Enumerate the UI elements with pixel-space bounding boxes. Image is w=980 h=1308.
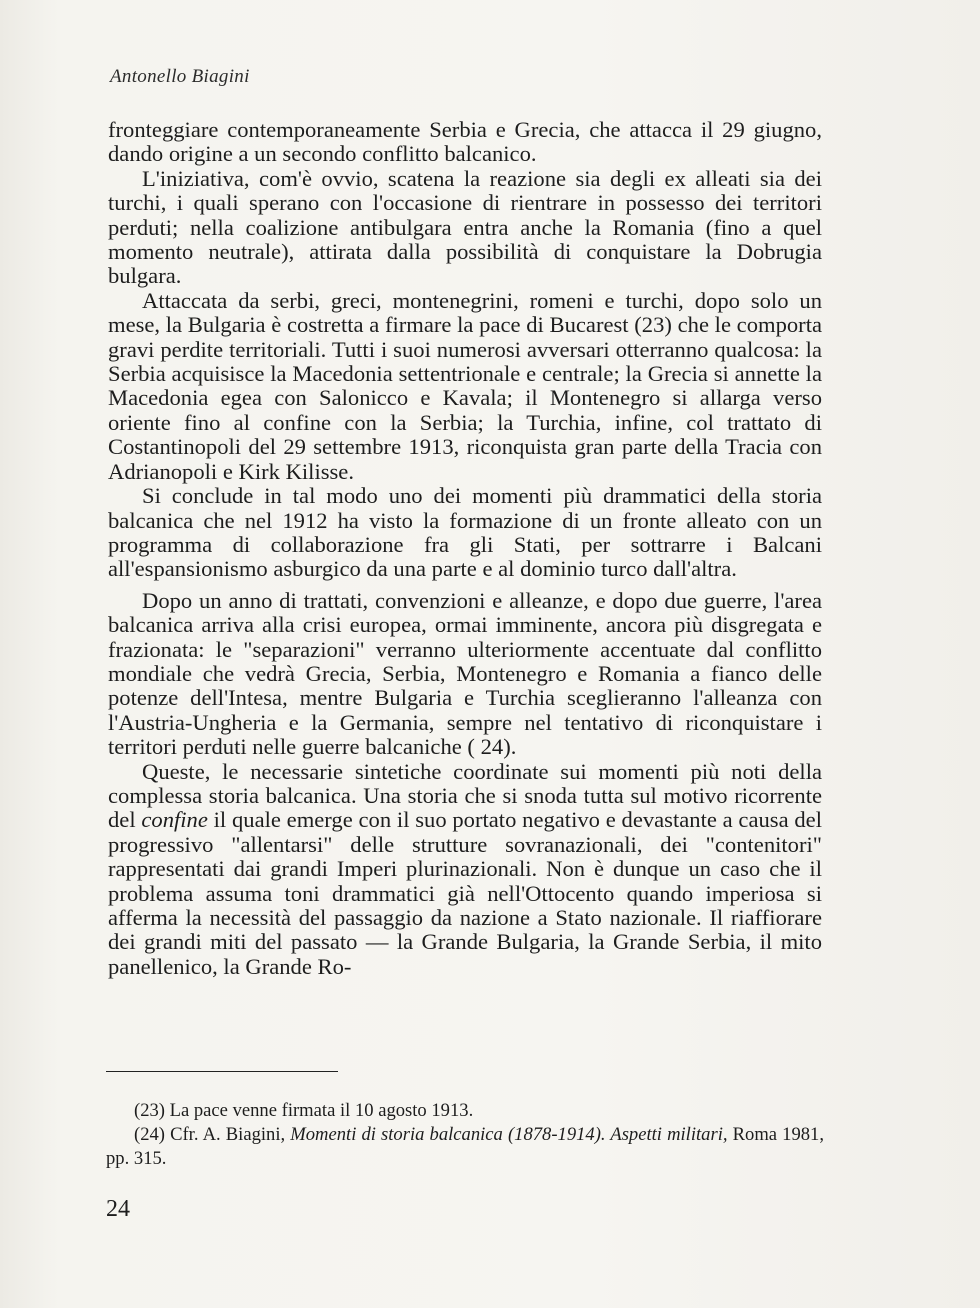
paragraph-6-text-a: Queste, le necessarie sintetiche coordinate sui momenti più noti della complessa storia balcanica. Una storia che si snoda tutta sul motivo ricorrente del: [108, 758, 822, 833]
page-number: 24: [106, 1196, 130, 1222]
paragraph-6: [108, 760, 822, 980]
footnote-separator: [106, 1071, 338, 1072]
body-text: [108, 118, 822, 979]
footnotes: [106, 1099, 824, 1171]
footnote-24-text-a: (24) Cfr. A. Biagini,: [134, 1124, 291, 1145]
paragraph-6-text-b: il quale emerge con il suo portato negativo e devastante a causa del progressivo "allentarsi" delle strutture sovranazionali, dei "contenitori" rappresentati dai grandi Imperi plurinazionali. Non è dunque un caso che il problema assuma toni drammatici già nell'Ottocento quando imperiosa si afferma la necessità del passaggio da nazione a Stato nazionale. Il riaffiorare dei grandi miti del passato — la Grande Bulgaria, la Grande Serbia, il mito panellenico, la Grande Ro-: [108, 807, 822, 979]
paragraph-1: fronteggiare contemporaneamente Serbia e Grecia, che attacca il 29 giugno, dando origine a un secondo conflitto balcanico.: [108, 117, 822, 167]
footnote-24-title: Momenti di storia balcanica (1878-1914). Aspetti militari,: [290, 1124, 728, 1145]
paragraph-3: Attaccata da serbi, greci, montenegrini, romeni e turchi, dopo solo un mese, la Bulgaria è costretta a firmare la pace di Bucarest (23) che le comporta gravi perdite territoriali. Tutti i suoi numerosi avversari otterranno qualcosa: la Serbia acquisisce la Macedonia settentrionale e centrale; la Grecia si annette la Macedonia egea con Salonicco e Kavala; il Montenegro si allarga verso oriente fino al confine con la Serbia; la Turchia, infine, col trattato di Costantinopoli del 29 settembre 1913, riconquista gran parte della Tracia con Adrianopoli e Kirk Kilisse.: [108, 287, 822, 484]
paragraph-6-emphasis: confine: [141, 807, 208, 833]
paragraph-5: Dopo un anno di trattati, convenzioni e alleanze, e dopo due guerre, l'area balcanica arriva alla crisi europea, ormai imminente, ancora più disgregata e frazionata: le "separazioni" verranno ulteriormente accentuate dal conflitto mondiale che vedrà Grecia, Serbia, Montenegro e Romania a fianco delle potenze dell'Intesa, mentre Bulgaria e Turchia sceglieranno l'alleanza con l'Austria-Ungheria e la Germania, sempre nel tentativo di riconquistare i territori perduti nelle guerre balcaniche ( 24).: [108, 587, 822, 760]
footnote-24: [106, 1123, 824, 1171]
footnote-24-text-b: Roma 1981, pp. 315.: [106, 1124, 824, 1169]
footnote-23: (23) La pace venne firmata il 10 agosto 1913.: [134, 1100, 474, 1121]
paragraph-2: L'iniziativa, com'è ovvio, scatena la reazione sia degli ex alleati sia dei turchi, i quali sperano con l'occasione di rientrare in possesso dei territori perduti; nella coalizione antibulgara entra anche la Romania (fino a quel momento neutrale), attirata dalla possibilità di conquistare la Dobrugia bulgara.: [108, 165, 822, 289]
running-head-author: Antonello Biagini: [110, 66, 250, 87]
paragraph-4: Si conclude in tal modo uno dei momenti più drammatici della storia balcanica che nel 1912 ha visto la formazione di un fronte alleato con un programma di collaborazione fra gli Stati, per sottrarre i Balcani all'espansionismo asburgico da una parte e al dominio turco dall'altra.: [108, 483, 822, 582]
